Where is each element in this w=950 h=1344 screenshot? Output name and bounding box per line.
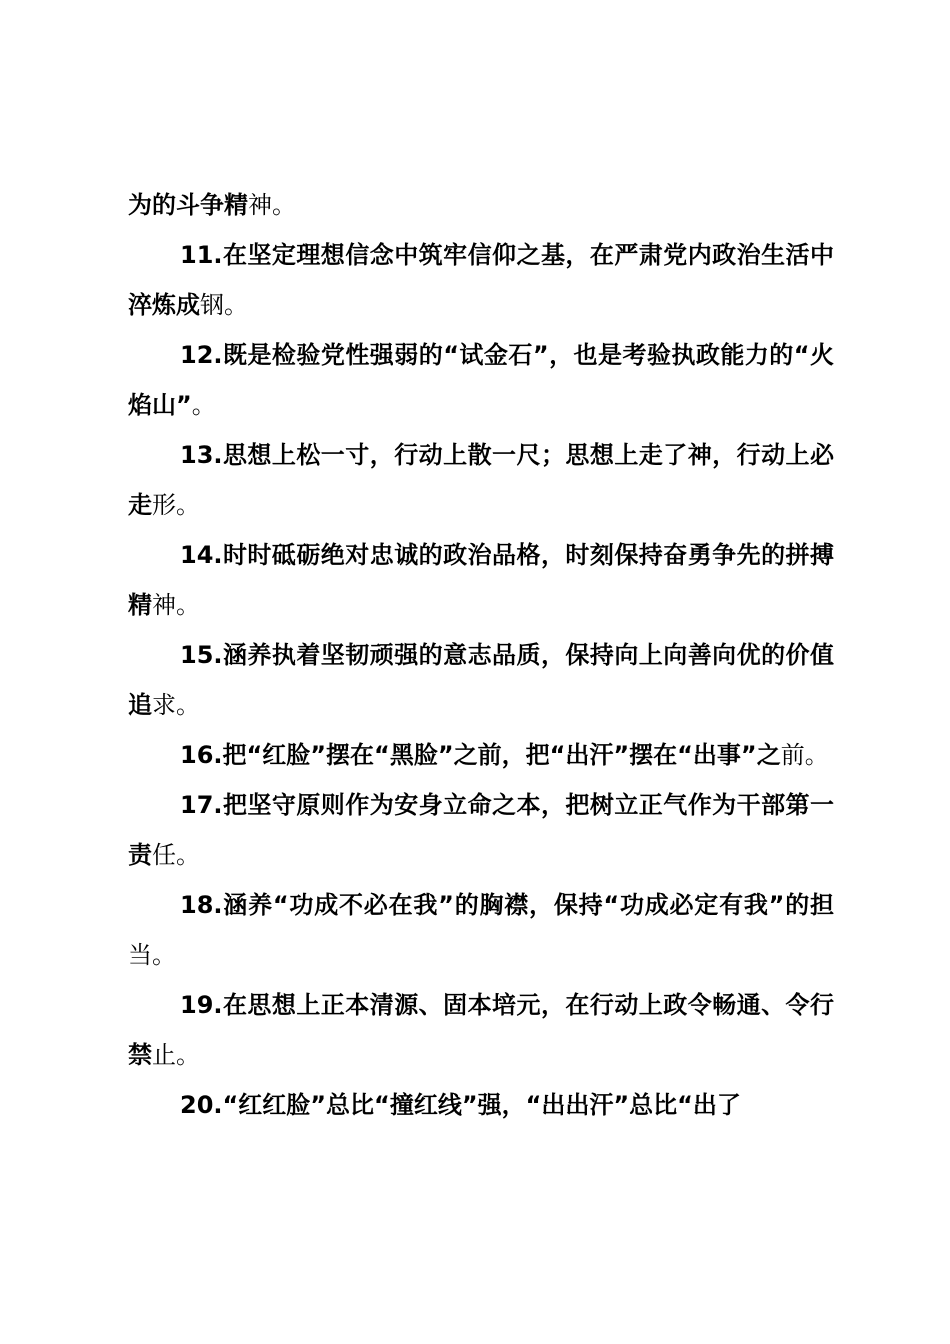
- paragraph-continuation: [128, 180, 834, 230]
- paragraph-tail-text: 神。: [248, 191, 296, 219]
- paragraph-tail-text: 神。: [152, 591, 200, 619]
- paragraph-item-20: [128, 1080, 834, 1130]
- paragraph-bold-text: 18.涵养“功成不必在我”的胸襟，保持“功成必定有我”的担: [180, 891, 834, 919]
- paragraph-tail-text: 当。: [128, 941, 176, 969]
- paragraph-item-16: [128, 730, 834, 780]
- paragraph-bold-text: 16.把“红脸”摆在“黑脸”之前，把“出汗”摆在“出事”之: [180, 741, 781, 769]
- paragraph-bold-text: 11.在坚定理想信念中筑牢信仰之基，在严肃党内政治生活中淬炼成: [128, 241, 834, 319]
- paragraph-tail-text: 。: [191, 391, 216, 419]
- paragraph-tail-text: 求。: [152, 691, 200, 719]
- paragraph-item-11: [128, 230, 834, 330]
- paragraph-item-15: [128, 630, 834, 730]
- paragraph-item-17: [128, 780, 834, 880]
- paragraph-item-12: [128, 330, 834, 430]
- document-body: [128, 180, 834, 1130]
- paragraph-tail-text: 任。: [152, 841, 200, 869]
- paragraph-item-13: [128, 430, 834, 530]
- paragraph-bold-text: 17.把坚守原则作为安身立命之本，把树立正气作为干部第一责: [128, 791, 834, 869]
- paragraph-bold-text: 15.涵养执着坚韧顽强的意志品质，保持向上向善向优的价值追: [128, 641, 834, 719]
- paragraph-item-19: [128, 980, 834, 1080]
- paragraph-bold-text: 13.思想上松一寸，行动上散一尺；思想上走了神，行动上必走: [128, 441, 834, 519]
- paragraph-bold-text: 14.时时砥砺绝对忠诚的政治品格，时刻保持奋勇争先的拼搏精: [128, 541, 834, 619]
- paragraph-bold-text: 为的斗争精: [128, 191, 248, 219]
- paragraph-item-18: [128, 880, 834, 980]
- paragraph-item-14: [128, 530, 834, 630]
- paragraph-tail-text: 形。: [152, 491, 200, 519]
- paragraph-bold-text: 19.在思想上正本清源、固本培元，在行动上政令畅通、令行禁: [128, 991, 834, 1069]
- paragraph-tail-text: 钢。: [200, 291, 248, 319]
- paragraph-bold-text: 12.既是检验党性强弱的“试金石”，也是考验执政能力的“火焰山”: [128, 341, 834, 419]
- paragraph-bold-text: 20.“红红脸”总比“撞红线”强，“出出汗”总比“出了: [180, 1091, 741, 1119]
- paragraph-tail-text: 止。: [152, 1041, 200, 1069]
- paragraph-tail-text: 前。: [780, 741, 829, 769]
